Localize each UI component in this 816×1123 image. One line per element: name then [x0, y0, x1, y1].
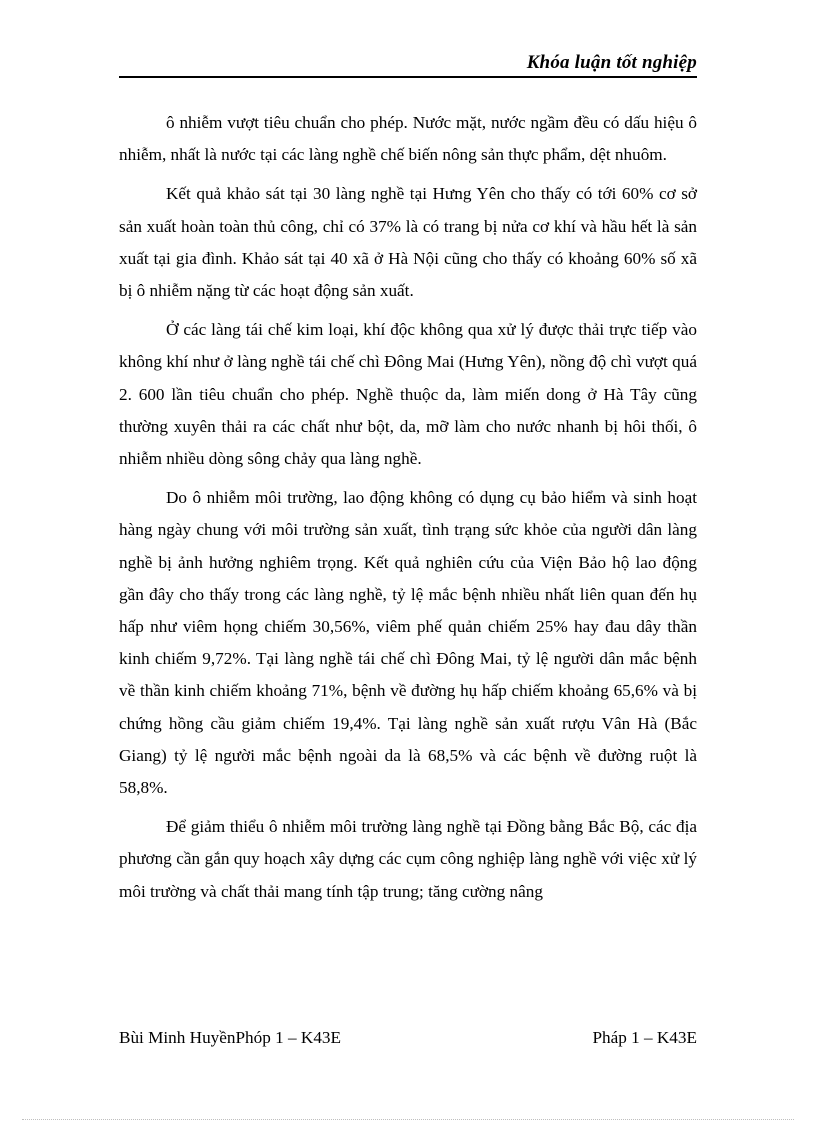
paragraph-5: Để giảm thiểu ô nhiễm môi trường làng nghề tại Đồng bằng Bắc Bộ, các địa phương cần gắn quy hoạch xây dựng các cụm công nghiệp làng nghề với việc xử lý môi trường và chất thải mang tính tập trung; tăng cường nâng	[119, 817, 697, 901]
document-body	[119, 107, 697, 915]
paragraph-1: ô nhiễm vượt tiêu chuẩn cho phép. Nước mặt, nước ngầm đều có dấu hiệu ô nhiễm, nhất là nước tại các làng nghề chế biến nông sản thực phẩm, dệt nhuôm.	[119, 113, 697, 165]
paragraph-3: Ở các làng tái chế kim loại, khí độc không qua xử lý được thải trực tiếp vào không khí như ở làng nghề tái chế chì Đông Mai (Hưng Yên), nồng độ chì vượt quá 2. 600 lần tiêu chuẩn cho phép. Nghề thuộc da, làm miến dong ở Hà Tây cũng thường xuyên thải ra các chất như bột, da, mỡ làm cho nước nhanh bị hôi thối, ô nhiễm nhiều dòng sông chảy qua làng nghề.	[119, 320, 697, 469]
document-header-title: Khóa luận tốt nghiệp	[526, 52, 697, 73]
page-bottom-edge	[22, 1119, 794, 1120]
paragraph-4: Do ô nhiễm môi trường, lao động không có dụng cụ bảo hiểm và sinh hoạt hàng ngày chung với môi trường sản xuất, tình trạng sức khỏe của người dân làng nghề bị ảnh hưởng nghiêm trọng. Kết quả nghiên cứu của Viện Bảo hộ lao động gần đây cho thấy trong các làng nghề, tỷ lệ mắc bệnh nhiều nhất liên quan đến hụ hấp như viêm họng chiếm 30,56%, viêm phế quản chiếm 25% hay đau dây thần kinh chiếm 9,72%. Tại làng nghề tái chế chì Đông Mai, tỷ lệ người dân mắc bệnh về thần kinh chiếm khoảng 71%, bệnh về đường hụ hấp chiếm khoảng 65,6% và bị chứng hồng cầu giảm chiếm 19,4%. Tại làng nghề sản xuất rượu Vân Hà (Bắc Giang) tỷ lệ người mắc bệnh ngoài da là 68,5% và các bệnh về đường ruột là 58,8%.	[119, 488, 697, 798]
footer-class: Pháp 1 – K43E	[592, 1028, 697, 1047]
footer-author: Bùi Minh HuyềnPhóp 1 – K43E	[119, 1028, 342, 1047]
header-rule	[119, 76, 697, 78]
paragraph-2: Kết quả khảo sát tại 30 làng nghề tại Hưng Yên cho thấy có tới 60% cơ sở sản xuất hoàn toàn thủ công, chỉ có 37% là có trang bị nửa cơ khí và hầu hết là sản xuất tại gia đình. Khảo sát tại 40 xã ở Hà Nội cũng cho thấy có khoảng 60% số xã bị ô nhiễm nặng từ các hoạt động sản xuất.	[119, 184, 697, 301]
